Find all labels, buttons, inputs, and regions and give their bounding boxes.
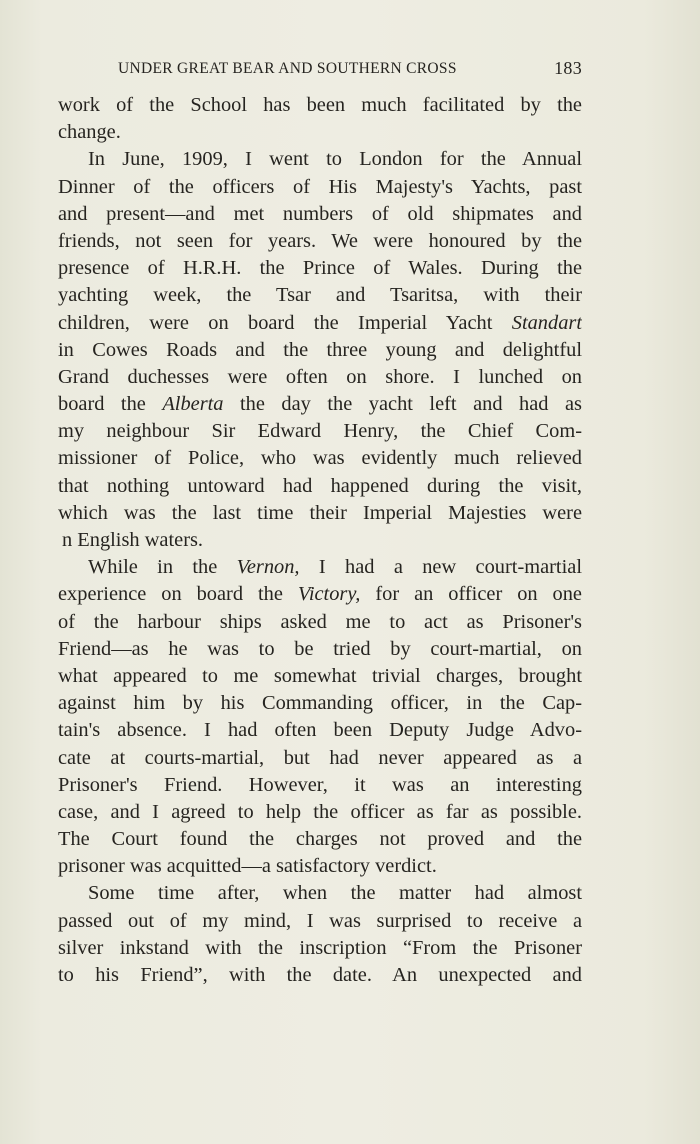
text-fragment: I had a new court-martial (318, 556, 582, 579)
text-line: and present—and met numbers of old shipmates and (58, 202, 582, 225)
text-line: in Cowes Roads and the three young and delightful (58, 338, 582, 361)
running-header (118, 58, 582, 84)
text-line: which was the last time their Imperial Majesties were (58, 501, 582, 524)
text-line: silver inkstand with the inscription “From the Prisoner (58, 936, 582, 959)
text-fragment: While in the (88, 556, 218, 579)
text-line (58, 310, 582, 337)
body-text (58, 92, 582, 989)
text-fragment: the day the yacht left and had as (240, 393, 582, 416)
text-line (58, 581, 582, 608)
text-line: tain's absence. I had often been Deputy Judge Advo- (58, 719, 582, 742)
ship-name-victory: Victory, (297, 583, 361, 606)
ship-name-vernon: Vernon, (236, 556, 300, 579)
text-line: friends, not seen for years. We were honoured by the (58, 229, 582, 252)
page-number: 183 (554, 58, 582, 78)
text-line: my neighbour Sir Edward Henry, the Chief Com- (58, 420, 582, 443)
text-line (58, 554, 582, 581)
text-fragment: children, were on board the Imperial Yacht (58, 311, 493, 334)
text-line: The Court found the charges not proved and the (58, 828, 582, 851)
text-line: that nothing untoward had happened during the visit, (58, 474, 582, 497)
text-line: case, and I agreed to help the officer as far as possible. (58, 800, 582, 823)
text-line: of the harbour ships asked me to act as Prisoner's (58, 610, 582, 633)
text-fragment: for an officer on one (375, 583, 582, 606)
text-line: prisoner was acquitted—a satisfactory verdict. (58, 855, 437, 878)
text-line: cate at courts-martial, but had never appeared as a (58, 746, 582, 769)
text-line: Friend—as he was to be tried by court-martial, on (58, 637, 582, 660)
text-line: In June, 1909, I went to London for the Annual (88, 148, 582, 171)
text-line: change. (58, 121, 121, 144)
running-title: UNDER GREAT BEAR AND SOUTHERN CROSS (118, 60, 457, 77)
text-line: yachting week, the Tsar and Tsaritsa, with their (58, 284, 582, 307)
text-line: against him by his Commanding officer, in the Cap- (58, 692, 582, 715)
text-line: to his Friend”, with the date. An unexpected and (58, 964, 582, 986)
text-line: presence of H.R.H. the Prince of Wales. During the (58, 257, 582, 280)
text-line: Some time after, when the matter had almost (88, 882, 582, 905)
text-line: n English waters. (62, 529, 204, 551)
text-line: what appeared to me somewhat trivial charges, brought (58, 664, 582, 687)
text-line (58, 391, 582, 418)
text-line: passed out of my mind, I was surprised to receive a (58, 909, 582, 932)
text-line: Prisoner's Friend. However, it was an interesting (58, 773, 582, 796)
text-line: missioner of Police, who was evidently much relieved (58, 447, 582, 470)
text-line: Grand duchesses were often on shore. I lunched on (58, 365, 582, 388)
text-fragment: board the (58, 393, 146, 416)
ship-name-standart: Standart (511, 311, 582, 334)
text-line: Dinner of the officers of His Majesty's Yachts, past (58, 175, 582, 198)
text-fragment: experience on board the (58, 583, 283, 606)
ship-name-alberta: Alberta (162, 393, 224, 416)
text-line: work of the School has been much facilitated by the (58, 94, 582, 116)
